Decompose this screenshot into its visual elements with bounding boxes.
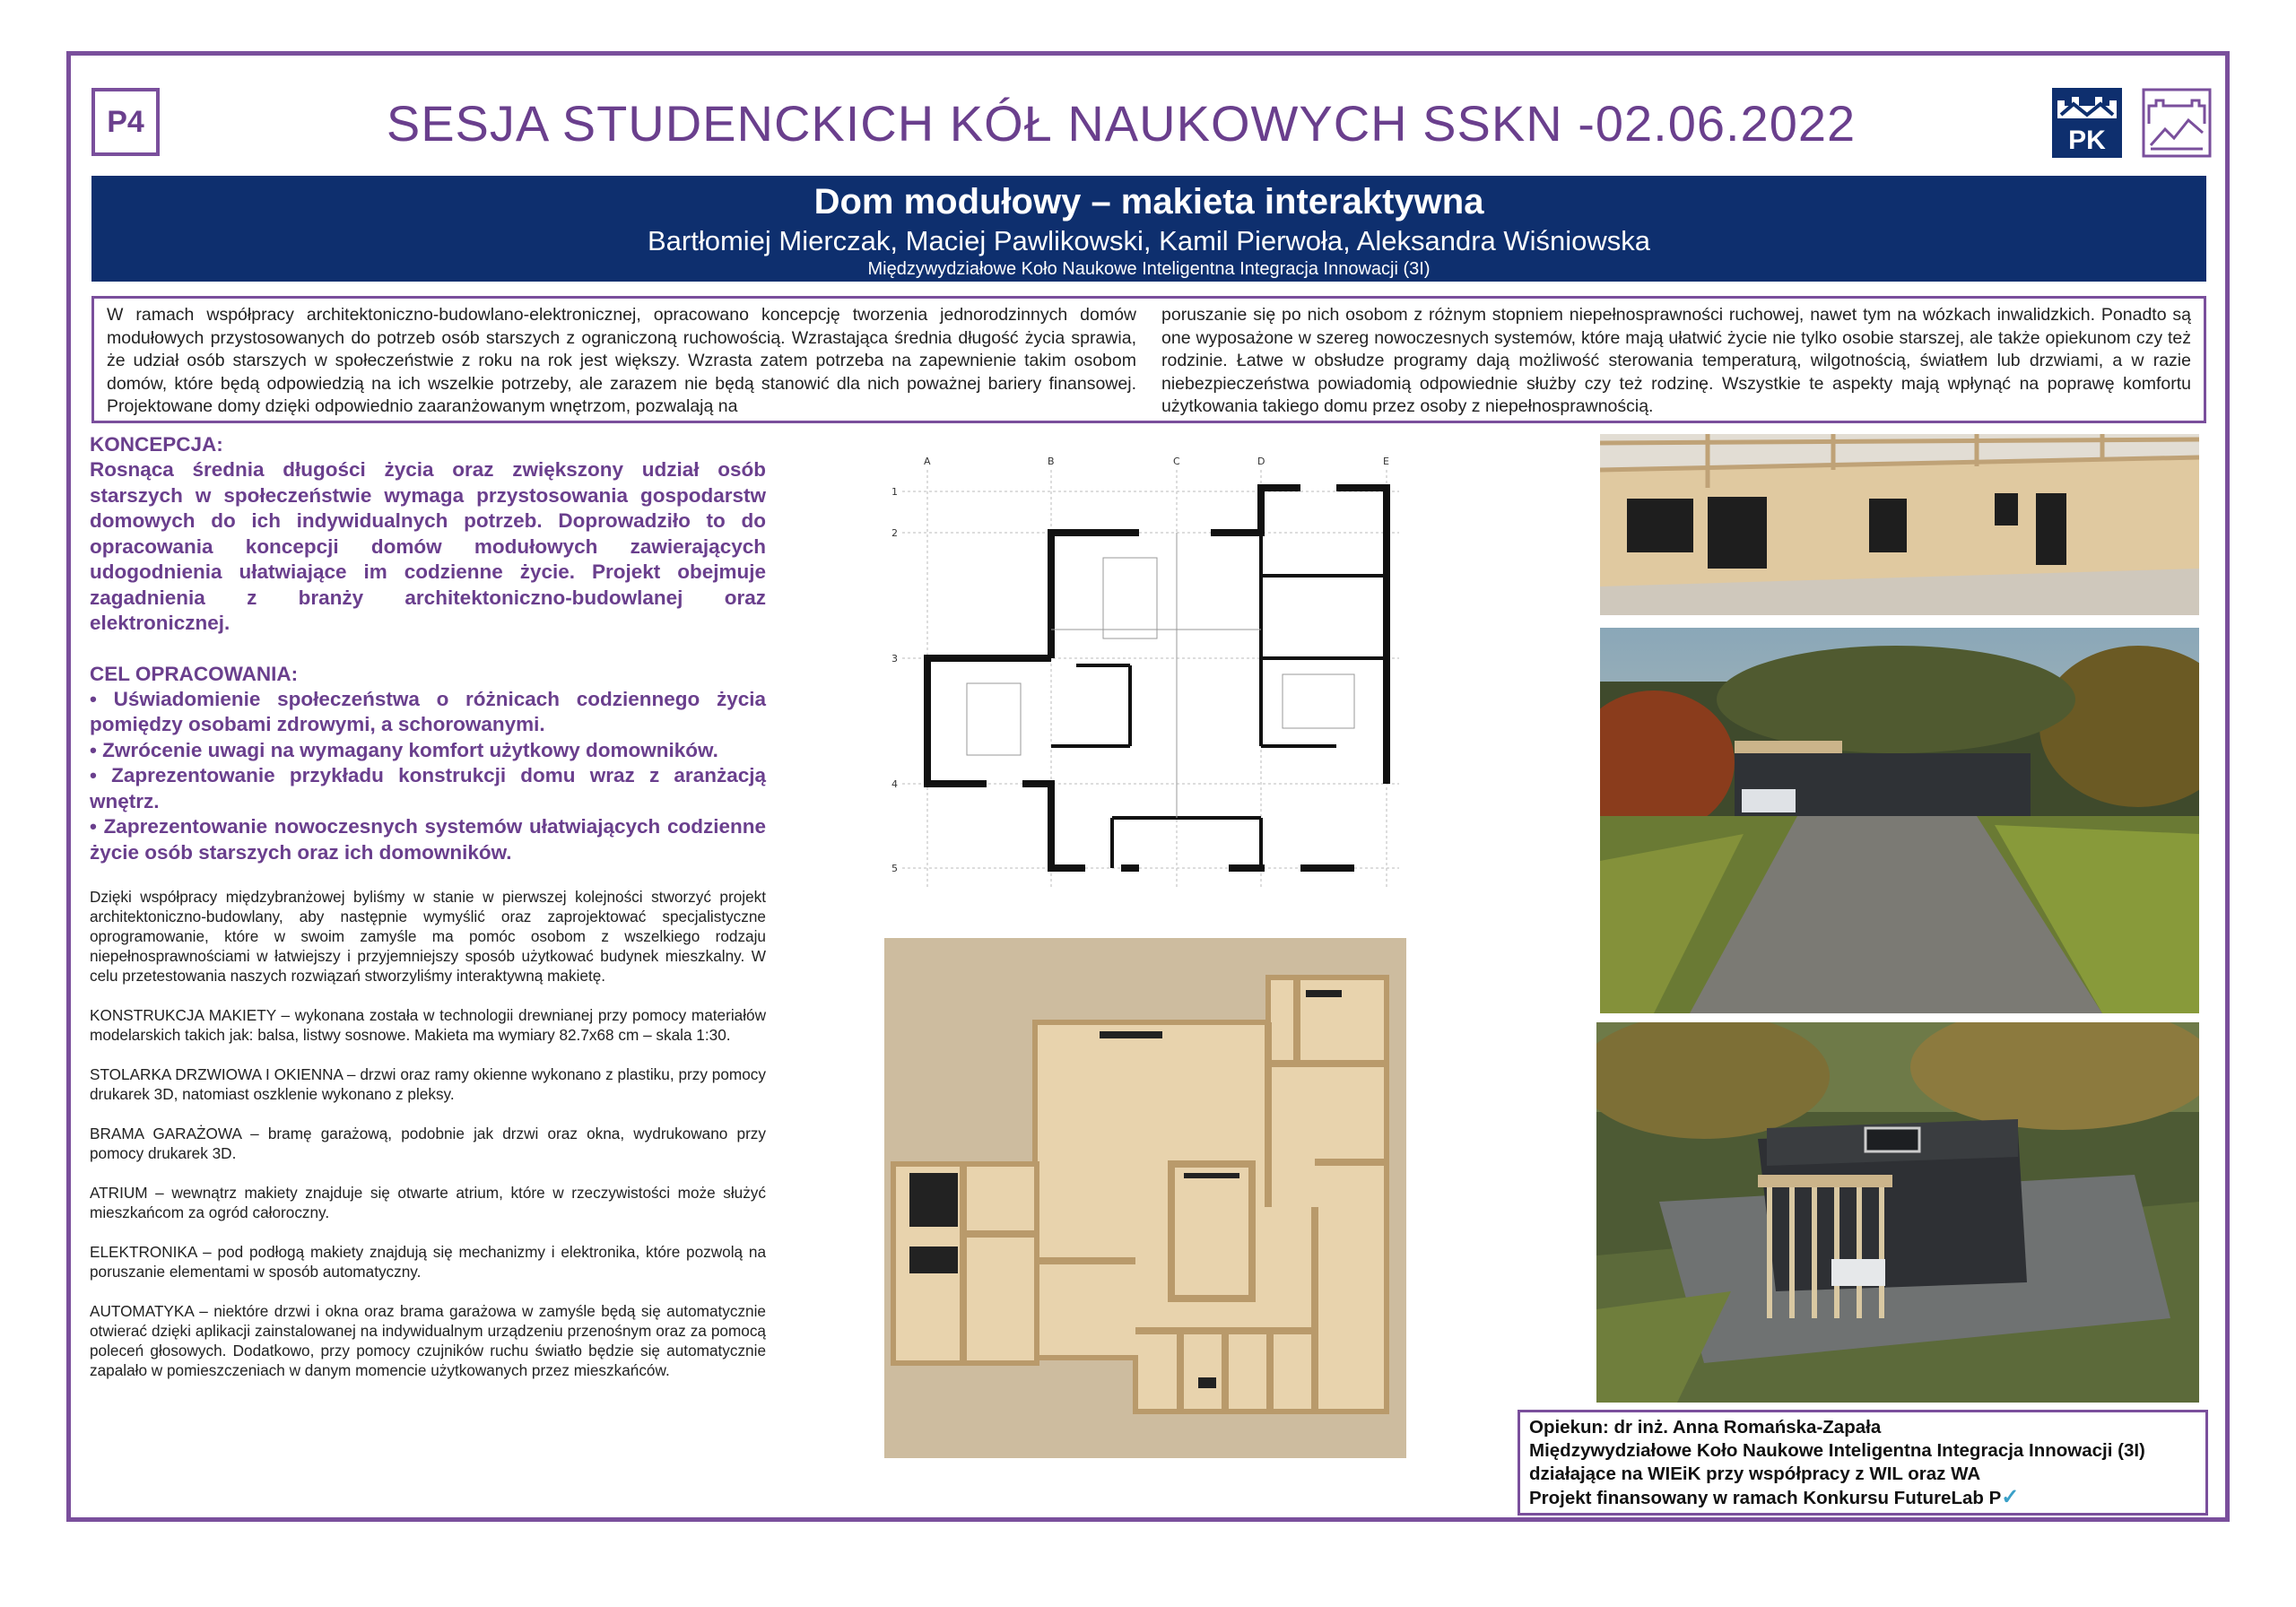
body-paragraph-atrium: ATRIUM – wewnątrz makiety znajduje się otwarte atrium, które w rzeczywistości może służyć mieszkańcom za ogród całoroczny. [90,1184,766,1221]
goal-item: • Zaprezentowanie przykładu konstrukcji domu wraz z aranżacją wnętrz. [90,763,766,814]
club-name: Międzywydziałowe Koło Naukowe Inteligentna Integracja Innowacji (3I) [867,259,1431,279]
plan-col-label: D [1257,456,1265,467]
futurelab-icon: ✓ [2001,1485,2020,1509]
poster-number-badge: P4 [91,88,160,156]
plan-col-label: B [1048,456,1055,467]
goals-heading: CEL OPRACOWANIA: [90,662,299,685]
plan-row-label: 5 [891,863,898,874]
intro-left: W ramach współpracy architektoniczno-budowlano-elektronicznej, opracowano koncepcję tworzenia jednorodzinnych domów modułowych przystosowanych do potrzeb osób starszych z ograniczoną ruchowością. Wzrastająca średnia długość życia sprawia, że udział osób starszych w społeczeństwie z roku na rok jest większy. Wzrasta zatem potrzeba na zapewnienie takim osobom domów, które będą odpowiedzią na ich wszelkie potrzeby, ale zarazem nie będą stanowić dla nich poważnej bariery finansowej. Projektowane domy dzięki odpowiednio zaaranżowanym wnętrzom, pozwalają na [107,305,1136,416]
body-paragraph-intro: Dzięki współpracy międzybranżowej byliśmy w stanie w pierwszej kolejności stworzyć projekt architektoniczno-budowlany, aby następnie wymyślić oraz zaprojektować specjalistyczne oprogramowanie, które w swoim zamyśle ma pomóc osobom z wszelkiego rodzaju niepełnosprawnościami w łatwiejszy i przyjemniejszy sposób użytkować budynek mieszkalny. W celu przetestowania naszych rozwiązań stworzyliśmy interaktywną makietę. [90,888,766,985]
plan-row-label: 3 [891,653,898,665]
session-title: SESJA STUDENCKICH KÓŁ NAUKOWYCH SSKN -02.06.2022 [386,95,1857,152]
body-paragraph-automation: AUTOMATYKA – niektóre drzwi i okna oraz brama garażowa w zamyśle będą się automatycznie otwierać dzięki aplikacji zainstalowanej na indywidualnym urządzeniu przenośnym oraz za pomocą poleceń głosowych. Dodatkowo, przy pomocy czujników ruchu światło będzie się automatycznie zapalało w pomieszczeniach w danym momencie użytkowanych przez mieszkańców. [90,1302,766,1379]
intro-right: poruszanie się po nich osobom z różnym stopniem niepełnosprawności ruchowej, nawet tym na wózkach inwalidzkich. Ponadto są one wyposażone w szereg nowoczesnych systemów, które mają ułatwić życie nie tylko osobie starszej, ale także opiekunom czy też rodzinie. Łatwe w obsłudze programy dają możliwość sterowania temperaturą, wilgotnością, światłem lub drzwiami, a w razie niebezpieczeństwa powiadomią odpowiednie służby czy też rodzinę. Wszystkie te aspekty mają wpłynąć na poprawę komfortu użytkowania takiego domu przez osoby z niepełnosprawnością. [1161,305,2191,416]
authors: Bartłomiej Mierczak, Maciej Pawlikowski, Kamil Pierwoła, Aleksandra Wiśniowska [647,225,1651,256]
plan-row-label: 1 [891,486,898,498]
credits-box [1518,1410,2208,1516]
intro-box [91,296,2206,423]
house-render-driveway-photo [1600,628,2199,1013]
svg-text:PK: PK [2068,126,2106,155]
body-paragraph-joinery: STOLARKA DRZWIOWA I OKIENNA – drzwi oraz ramy okienne wykonano z plastiku, przy pomocy drukarek 3D, natomiast oszklenie wykonano z pleksy. [90,1065,766,1103]
pk-logo [2052,88,2122,158]
supervisor: Opiekun: dr inż. Anna Romańska-Zapała [1529,1417,1882,1438]
goal-item: • Zaprezentowanie nowoczesnych systemów ułatwiających codzienne życie osób starszych oraz ich domowników. [90,814,766,865]
model-top-view-photo [884,938,1406,1458]
goals-list [90,687,766,866]
plan-row-label: 2 [891,527,898,539]
house-render-aerial-photo [1596,1022,2199,1403]
faculty-logo [2142,88,2212,158]
goal-item: • Zwrócenie uwagi na wymagany komfort użytkowy domowników. [90,738,766,764]
model-perspective-photo [1600,434,2199,615]
goal-item: • Uświadomienie społeczeństwa o różnicach codziennego życia pomiędzy osobami zdrowymi, a schorowanymi. [90,687,766,738]
body-paragraph-garage-gate: BRAMA GARAŻOWA – bramę garażową, podobnie jak drzwi oraz okna, wydrukowano przy pomocy drukarek 3D. [90,1125,766,1162]
concept-heading: KONCEPCJA: [90,433,223,456]
poster-title: Dom modułowy – makieta interaktywna [813,182,1484,222]
concept-text: Rosnąca średnia długości życia oraz zwiększony udział osób starszych w społeczeństwie wymaga przystosowania gospodarstw domowych do ich indywidualnych potrzeb. Doprowadziło to do opracowania koncepcji domów modułowych zawierających udogodnienia ułatwiające im codzienne życie. Projekt obejmuje zagadnienia z branży architektoniczno-budowlanej oraz elektronicznej. [90,458,766,634]
floor-plan [888,450,1408,899]
plan-col-label: A [924,456,931,467]
credits-faculty: działające na WIEiK przy współpracy z WIL oraz WA [1529,1464,1981,1484]
plan-col-label: E [1383,456,1389,467]
credits-funding: Projekt finansowany w ramach Konkursu FutureLab P✓ [1529,1485,2020,1509]
plan-row-label: 4 [891,778,898,790]
plan-col-label: C [1173,456,1180,467]
credits-club: Międzywydziałowe Koło Naukowe Inteligentna Integracja Innowacji (3I) [1529,1440,2145,1461]
body-paragraph-construction: KONSTRUKCJA MAKIETY – wykonana została w technologii drewnianej przy pomocy materiałów modelarskich takich jak: balsa, listwy sosnowe. Makieta ma wymiary 82.7x68 cm – skala 1:30. [90,1006,766,1044]
body-paragraph-electronics: ELEKTRONIKA – pod podłogą makiety znajdują się mechanizmy i elektronika, które pozwolą na poruszanie elementami w sposób automatyczny. [90,1243,766,1281]
title-banner [91,176,2206,282]
left-column [90,432,766,1400]
